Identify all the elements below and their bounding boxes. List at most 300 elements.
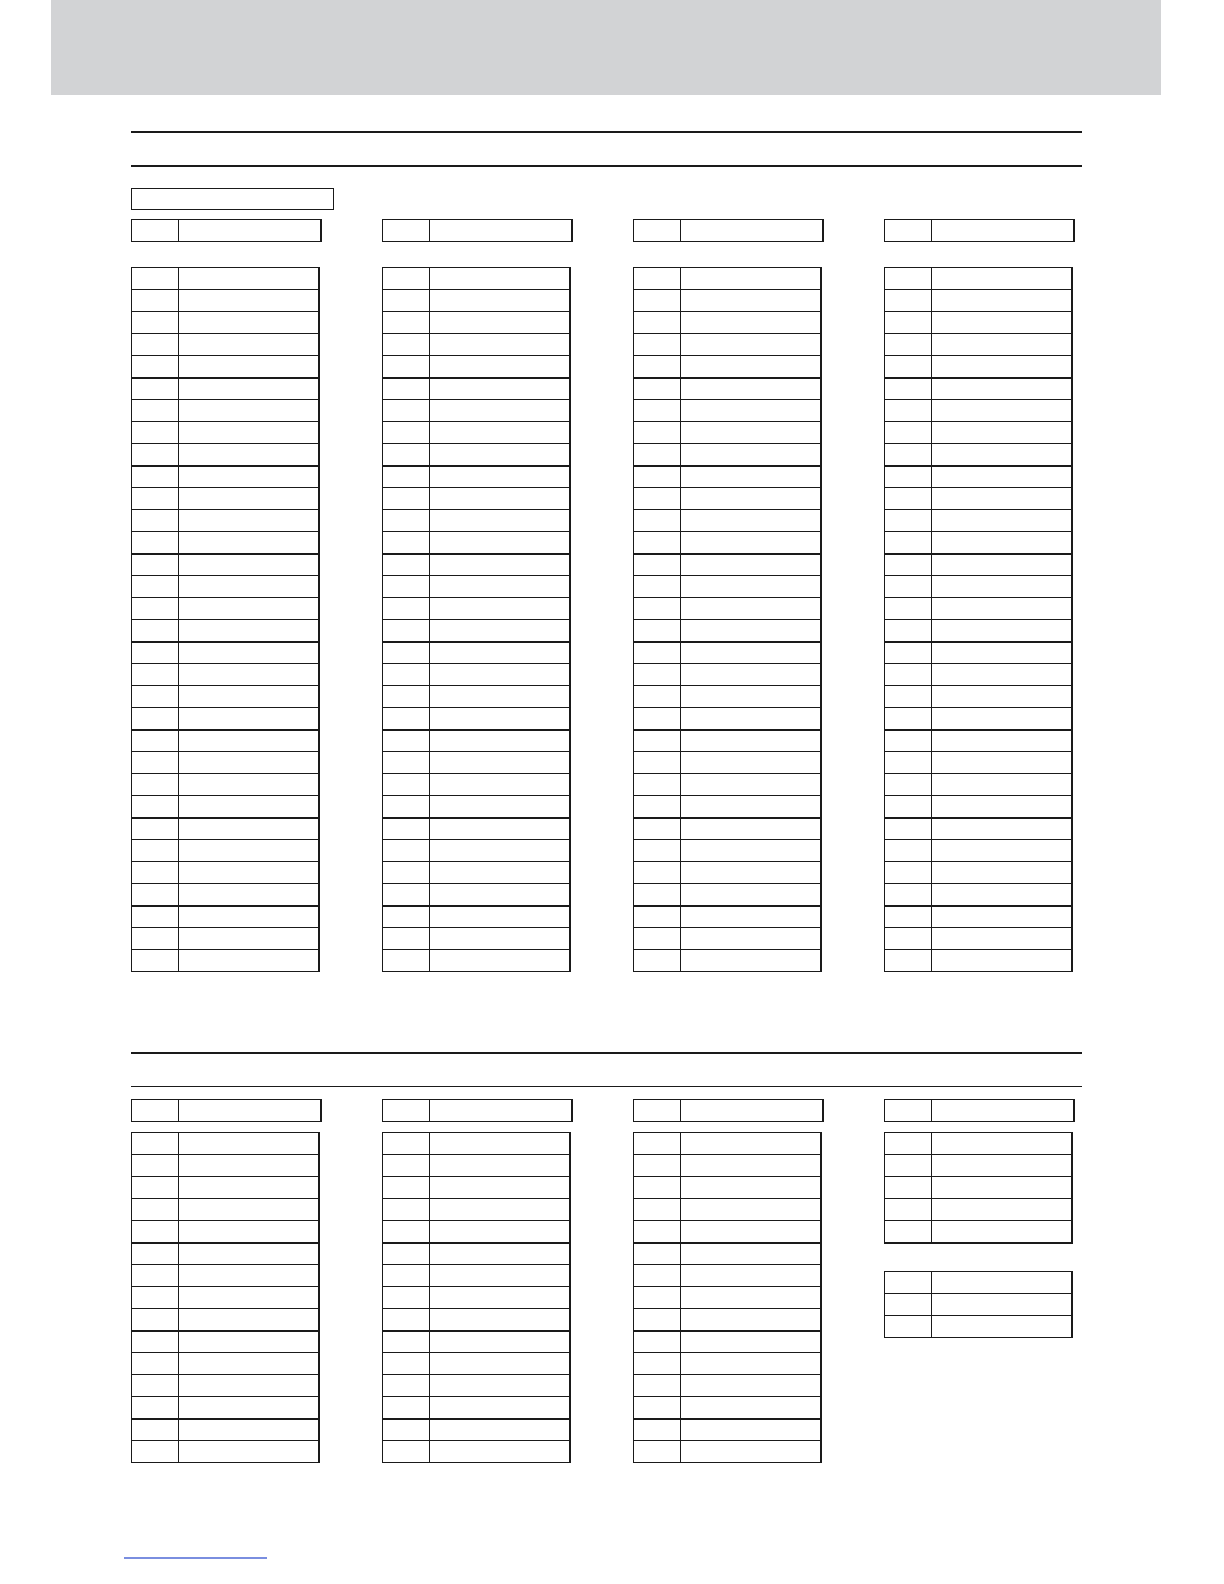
name-cell [681, 510, 822, 532]
name-cell [932, 312, 1073, 334]
table-row [634, 598, 822, 620]
name-cell [932, 444, 1073, 466]
code-cell [885, 598, 932, 620]
table-row [634, 620, 822, 642]
code-cell [383, 840, 430, 862]
code-cell [383, 598, 430, 620]
code-cell [634, 620, 681, 642]
name-cell [179, 378, 320, 400]
name-header-cell [430, 1100, 573, 1122]
name-cell [179, 620, 320, 642]
code-header-cell [885, 1100, 932, 1122]
code-cell [132, 268, 179, 290]
name-cell [681, 532, 822, 554]
code-cell [885, 1155, 932, 1177]
name-cell [681, 906, 822, 928]
code-cell [383, 818, 430, 840]
name-cell [681, 312, 822, 334]
name-cell [932, 598, 1073, 620]
name-cell [681, 686, 822, 708]
code-cell [885, 356, 932, 378]
code-cell [383, 576, 430, 598]
code-cell [132, 1199, 179, 1221]
section2-header-2 [382, 1099, 573, 1122]
name-cell [681, 884, 822, 906]
code-cell [885, 774, 932, 796]
table-row [634, 950, 822, 972]
name-cell [932, 840, 1073, 862]
name-cell [932, 466, 1073, 488]
code-header-cell [132, 1100, 179, 1122]
table-row [885, 950, 1073, 972]
table-row [383, 1419, 571, 1441]
name-cell [932, 620, 1073, 642]
table-row [885, 818, 1073, 840]
name-cell [430, 664, 571, 686]
table-row [885, 752, 1073, 774]
code-cell [885, 510, 932, 532]
code-cell [885, 906, 932, 928]
name-cell [932, 1155, 1073, 1177]
code-cell [634, 1287, 681, 1309]
code-cell [383, 268, 430, 290]
code-cell [885, 312, 932, 334]
name-cell [430, 1441, 571, 1463]
table-row [132, 400, 320, 422]
name-cell [179, 928, 320, 950]
code-cell [383, 928, 430, 950]
code-cell [383, 1441, 430, 1463]
name-cell [430, 1419, 571, 1441]
code-cell [634, 268, 681, 290]
code-cell [634, 1309, 681, 1331]
name-header-cell [430, 220, 573, 242]
name-cell [430, 642, 571, 664]
code-cell [885, 1199, 932, 1221]
name-cell [430, 840, 571, 862]
code-cell [885, 818, 932, 840]
code-cell [383, 1331, 430, 1353]
code-cell [634, 708, 681, 730]
name-cell [179, 598, 320, 620]
name-cell [681, 818, 822, 840]
code-cell [885, 422, 932, 444]
code-cell [383, 708, 430, 730]
name-cell [430, 554, 571, 576]
code-cell [132, 1133, 179, 1155]
name-cell [932, 708, 1073, 730]
code-cell [885, 444, 932, 466]
code-cell [132, 400, 179, 422]
name-cell [179, 268, 320, 290]
table-row [132, 906, 320, 928]
name-cell [179, 466, 320, 488]
name-cell [430, 1397, 571, 1419]
code-cell [885, 796, 932, 818]
table-row [634, 422, 822, 444]
code-cell [634, 488, 681, 510]
name-cell [430, 444, 571, 466]
code-cell [885, 334, 932, 356]
name-cell [681, 862, 822, 884]
name-cell [681, 290, 822, 312]
table-row [634, 1397, 822, 1419]
name-cell [179, 576, 320, 598]
table-row [383, 488, 571, 510]
table-row [132, 1221, 320, 1243]
code-cell [132, 532, 179, 554]
name-cell [430, 884, 571, 906]
code-cell [132, 444, 179, 466]
table-row [383, 1243, 571, 1265]
table-row [634, 642, 822, 664]
table-row [634, 1199, 822, 1221]
name-cell [179, 708, 320, 730]
name-cell [681, 488, 822, 510]
name-cell [681, 1441, 822, 1463]
code-cell [132, 488, 179, 510]
name-cell [681, 268, 822, 290]
name-cell [179, 1133, 320, 1155]
name-cell [932, 378, 1073, 400]
name-cell [932, 686, 1073, 708]
code-cell [132, 334, 179, 356]
name-cell [932, 796, 1073, 818]
table-row [132, 642, 320, 664]
code-cell [885, 928, 932, 950]
name-cell [179, 1243, 320, 1265]
name-cell [932, 950, 1073, 972]
header-bar [51, 0, 1161, 95]
name-cell [430, 576, 571, 598]
header-row [885, 1100, 1075, 1122]
name-cell [932, 488, 1073, 510]
code-cell [132, 1331, 179, 1353]
table-row [634, 1375, 822, 1397]
code-cell [885, 862, 932, 884]
name-cell [430, 422, 571, 444]
table-row [132, 510, 320, 532]
name-cell [681, 642, 822, 664]
name-cell [430, 510, 571, 532]
code-header-cell [634, 1100, 681, 1122]
name-cell [932, 862, 1073, 884]
name-cell [681, 1309, 822, 1331]
code-cell [383, 400, 430, 422]
table-row [383, 1199, 571, 1221]
code-cell [885, 466, 932, 488]
code-cell [132, 1155, 179, 1177]
code-cell [132, 686, 179, 708]
table-row [634, 400, 822, 422]
table-row [885, 884, 1073, 906]
table-row [132, 598, 320, 620]
table-row [383, 378, 571, 400]
name-cell [681, 1419, 822, 1441]
code-cell [132, 554, 179, 576]
name-cell [430, 466, 571, 488]
table-row [885, 664, 1073, 686]
table-row [383, 510, 571, 532]
code-cell [132, 774, 179, 796]
section1-bottom-rule [131, 165, 1082, 167]
page-number-line [124, 1557, 267, 1559]
table-row [132, 444, 320, 466]
table-row [132, 1243, 320, 1265]
name-cell [932, 1221, 1073, 1243]
code-cell [132, 906, 179, 928]
table-row [132, 1265, 320, 1287]
table-row [383, 664, 571, 686]
table-row [634, 818, 822, 840]
name-cell [430, 312, 571, 334]
table-row [132, 576, 320, 598]
table-row [634, 1133, 822, 1155]
header-row [885, 220, 1075, 242]
table-row [132, 796, 320, 818]
code-cell [383, 290, 430, 312]
table-row [383, 708, 571, 730]
header-row [634, 1100, 824, 1122]
code-cell [383, 488, 430, 510]
table-row [132, 862, 320, 884]
name-header-cell [179, 220, 322, 242]
table-row [885, 1221, 1073, 1243]
table-row [132, 1177, 320, 1199]
code-cell [885, 268, 932, 290]
code-cell [383, 884, 430, 906]
code-cell [383, 1243, 430, 1265]
name-header-cell [932, 1100, 1075, 1122]
code-cell [634, 400, 681, 422]
name-cell [179, 730, 320, 752]
table-row [634, 554, 822, 576]
name-cell [179, 796, 320, 818]
name-cell [430, 356, 571, 378]
code-cell [132, 510, 179, 532]
table-row [634, 752, 822, 774]
table-row [383, 796, 571, 818]
section-label-box [131, 188, 334, 210]
code-cell [634, 730, 681, 752]
section2-top-rule [131, 1052, 1082, 1054]
code-cell [132, 884, 179, 906]
name-cell [179, 488, 320, 510]
code-cell [132, 356, 179, 378]
code-cell [132, 1287, 179, 1309]
name-cell [932, 1272, 1073, 1294]
table-row [634, 686, 822, 708]
code-cell [383, 620, 430, 642]
table-row [885, 796, 1073, 818]
section2-table-3 [633, 1132, 822, 1463]
name-cell [179, 840, 320, 862]
section1-header-2 [382, 219, 573, 242]
table-row [634, 774, 822, 796]
code-cell [383, 664, 430, 686]
code-cell [885, 1133, 932, 1155]
header-row [132, 220, 322, 242]
table-row [383, 1397, 571, 1419]
section1-table-2 [382, 267, 571, 972]
name-cell [932, 400, 1073, 422]
name-cell [179, 1441, 320, 1463]
table-row [132, 840, 320, 862]
table-row [132, 334, 320, 356]
table-row [634, 1155, 822, 1177]
code-cell [634, 840, 681, 862]
table-row [132, 1375, 320, 1397]
code-cell [132, 730, 179, 752]
table-row [132, 752, 320, 774]
code-header-cell [634, 220, 681, 242]
section2-table-4-group-1 [884, 1132, 1073, 1244]
name-cell [932, 1294, 1073, 1316]
code-cell [634, 686, 681, 708]
table-row [885, 576, 1073, 598]
table-row [132, 620, 320, 642]
section1-table-4 [884, 267, 1073, 972]
code-cell [132, 950, 179, 972]
table-row [383, 576, 571, 598]
table-row [383, 752, 571, 774]
code-cell [634, 510, 681, 532]
code-cell [132, 312, 179, 334]
name-cell [932, 664, 1073, 686]
name-cell [430, 1177, 571, 1199]
name-cell [430, 862, 571, 884]
table-row [885, 1316, 1073, 1338]
name-cell [681, 928, 822, 950]
name-cell [681, 422, 822, 444]
name-cell [430, 708, 571, 730]
code-cell [383, 554, 430, 576]
name-cell [681, 1199, 822, 1221]
code-cell [634, 1375, 681, 1397]
code-header-cell [885, 220, 932, 242]
code-cell [634, 334, 681, 356]
name-cell [681, 466, 822, 488]
table-row [885, 1294, 1073, 1316]
name-cell [179, 1353, 320, 1375]
code-cell [634, 378, 681, 400]
table-row [132, 708, 320, 730]
table-row [634, 1353, 822, 1375]
table-row [132, 884, 320, 906]
code-cell [634, 642, 681, 664]
code-cell [885, 554, 932, 576]
name-cell [932, 422, 1073, 444]
code-cell [634, 1199, 681, 1221]
code-cell [634, 1243, 681, 1265]
name-cell [430, 928, 571, 950]
name-cell [430, 532, 571, 554]
name-cell [681, 950, 822, 972]
name-cell [430, 488, 571, 510]
name-header-cell [179, 1100, 322, 1122]
table-row [885, 1272, 1073, 1294]
name-cell [681, 356, 822, 378]
table-row [383, 884, 571, 906]
name-cell [681, 774, 822, 796]
table-row [634, 532, 822, 554]
code-cell [383, 1221, 430, 1243]
table-row [634, 1177, 822, 1199]
code-cell [634, 444, 681, 466]
code-cell [132, 576, 179, 598]
name-cell [430, 774, 571, 796]
table-row [383, 840, 571, 862]
name-cell [179, 1331, 320, 1353]
name-cell [430, 268, 571, 290]
table-row [634, 466, 822, 488]
name-cell [430, 730, 571, 752]
name-cell [932, 818, 1073, 840]
code-cell [383, 1353, 430, 1375]
header-row [383, 220, 573, 242]
name-cell [932, 752, 1073, 774]
code-cell [132, 1221, 179, 1243]
name-cell [430, 818, 571, 840]
code-cell [132, 708, 179, 730]
code-cell [383, 752, 430, 774]
code-header-cell [383, 1100, 430, 1122]
table-row [132, 268, 320, 290]
section1-header-4 [884, 219, 1075, 242]
code-cell [885, 708, 932, 730]
code-cell [885, 576, 932, 598]
table-row [383, 774, 571, 796]
code-cell [634, 1177, 681, 1199]
table-row [885, 488, 1073, 510]
table-row [885, 268, 1073, 290]
name-header-cell [681, 220, 824, 242]
code-cell [634, 950, 681, 972]
table-row [383, 642, 571, 664]
code-cell [885, 840, 932, 862]
name-cell [932, 928, 1073, 950]
code-cell [885, 752, 932, 774]
name-cell [932, 290, 1073, 312]
code-cell [132, 752, 179, 774]
section2-table-4-group-2 [884, 1271, 1073, 1338]
name-header-cell [932, 220, 1075, 242]
code-cell [383, 1287, 430, 1309]
name-cell [179, 664, 320, 686]
code-cell [634, 752, 681, 774]
name-cell [681, 664, 822, 686]
code-cell [383, 730, 430, 752]
code-cell [383, 510, 430, 532]
table-row [383, 1353, 571, 1375]
table-row [383, 1133, 571, 1155]
name-cell [681, 1265, 822, 1287]
table-row [885, 466, 1073, 488]
code-cell [132, 466, 179, 488]
table-row [383, 356, 571, 378]
code-cell [383, 1375, 430, 1397]
name-cell [179, 642, 320, 664]
table-row [132, 466, 320, 488]
name-cell [430, 1199, 571, 1221]
code-cell [383, 1155, 430, 1177]
code-cell [132, 1397, 179, 1419]
code-cell [383, 686, 430, 708]
code-cell [885, 1272, 932, 1294]
code-cell [383, 444, 430, 466]
name-cell [430, 1155, 571, 1177]
table-row [132, 1353, 320, 1375]
